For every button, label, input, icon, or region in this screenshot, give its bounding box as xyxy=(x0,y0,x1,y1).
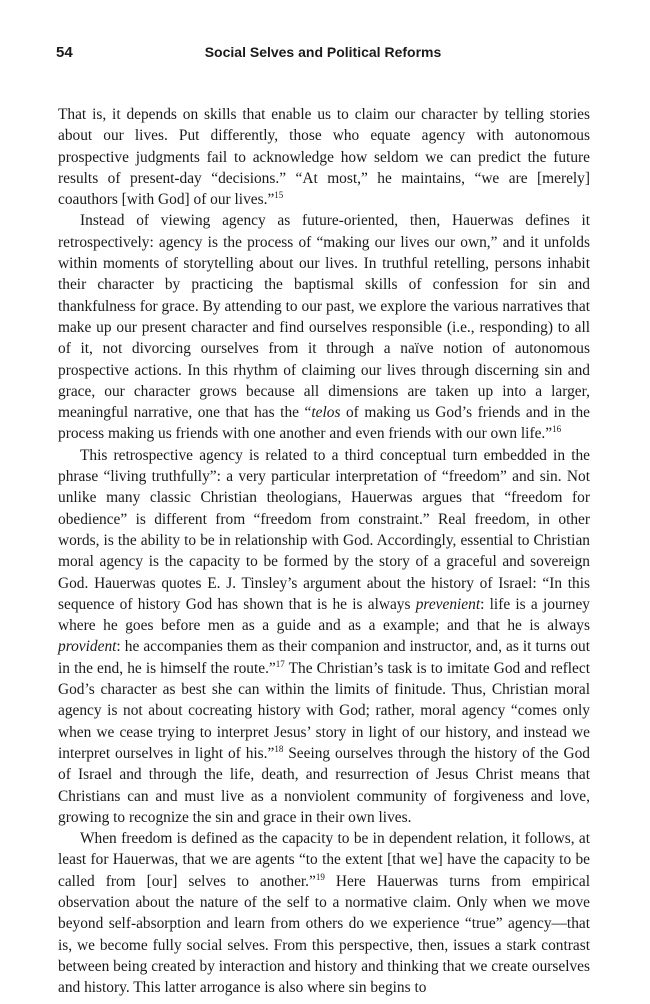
text-run: That is, it depends on skills that enable us to claim our character by telling stories about our lives. Put differently, those who equate agency with autonomous prospective judgments fail to acknowledge how seldom we can predict the future results of present-day “decisions.” “At most,” he maintains, “we are [merely] coauthors [with God] of our lives.” xyxy=(58,106,590,209)
text-run: : he accompanies them as their companion and instructor, and, as it turns out in the end, he is himself the route.” xyxy=(58,638,590,677)
text-run: When freedom is defined as the capacity to be in dependent relation, it follows, at least for Hauerwas, that we are agents “to the extent [that we] have the capacity to be called from [our] selves to another.” xyxy=(58,830,590,890)
footnote-marker: 15 xyxy=(274,190,284,201)
footnote-marker: 17 xyxy=(275,658,285,669)
footnote-marker: 19 xyxy=(315,871,325,882)
text-run: of making us God’s friends and in the process making us friends with one another and even friends with our own life.” xyxy=(58,404,590,443)
paragraph xyxy=(58,445,590,828)
italic-text: prevenient xyxy=(415,595,481,613)
paragraph xyxy=(58,104,590,210)
text-run: Here Hauerwas turns from empirical observation about the nature of the self to a normative claim. Only when we move beyond self-absorption and learn from others do we experience “true” agency—that is, we become fully social selves. From this perspective, then, issues a stark contrast between being created by interaction and history and thinking that we create ourselves and history. This latter arrogance is also where sin begins to xyxy=(58,872,590,997)
running-head: Social Selves and Political Reforms xyxy=(204,44,442,60)
body-text xyxy=(58,104,590,998)
text-run: The Christian’s task is to imitate God and reflect God’s character as best she can within the limits of finitude. Thus, Christian moral agency is not about cocreating history with God; rather, moral agency “comes only when we cease trying to interpret Jesus’ story in light of our history, and instead we interpret ourselves in light of his.” xyxy=(58,659,590,762)
text-run: Instead of viewing agency as future-oriented, then, Hauerwas defines it retrospectively: agency is the process of “making our lives our own,” and it unfolds within moments of storytelling about our lives. In truthful retelling, persons inhabit their character by practicing the baptismal skills of confession for sin and thankfulness for grace. By attending to our past, we explore the various narratives that make up our present character and find ourselves responsible (i.e., responding) to all of it, not divorcing ourselves from it through a naïve notion of autonomous prospective actions. In this rhythm of claiming our lives through discerning sin and grace, our character grows because all dimensions are taken up into a larger, meaningful narrative, one that has the “ xyxy=(58,212,590,422)
footnote-marker: 18 xyxy=(274,743,284,754)
italic-text: telos xyxy=(311,404,341,422)
page-number: 54 xyxy=(56,44,73,61)
footnote-marker: 16 xyxy=(552,424,562,435)
page-header xyxy=(56,44,590,66)
text-run: : life is a journey where he goes before men as a guide and as a example; and that he is always xyxy=(58,595,590,635)
paragraph xyxy=(58,210,590,444)
text-run: This retrospective agency is related to a third conceptual turn embedded in the phrase “living truthfully”: a very particular interpretation of “freedom” and sin. Not unlike many classic Christian theologians, Hauerwas argues that “freedom for obedience” is different from “freedom from constraint.” Real freedom, in other words, is the ability to be in relationship with God. Accordingly, essential to Christian moral agency is the capacity to be formed by the story of a graceful and sovereign God. Hauerwas quotes E. J. Tinsley’s argument about the history of Israel: “In this sequence of history God has shown that is he is always xyxy=(58,446,590,613)
paragraph xyxy=(58,828,590,998)
italic-text: provident xyxy=(58,638,117,656)
text-run: Seeing ourselves through the history of the God of Israel and through the life, death, and resurrection of Jesus Christ means that Christians can and must live as a nonviolent community of forgiveness and love, growing to recognize the sin and grace in their own lives. xyxy=(58,744,591,826)
